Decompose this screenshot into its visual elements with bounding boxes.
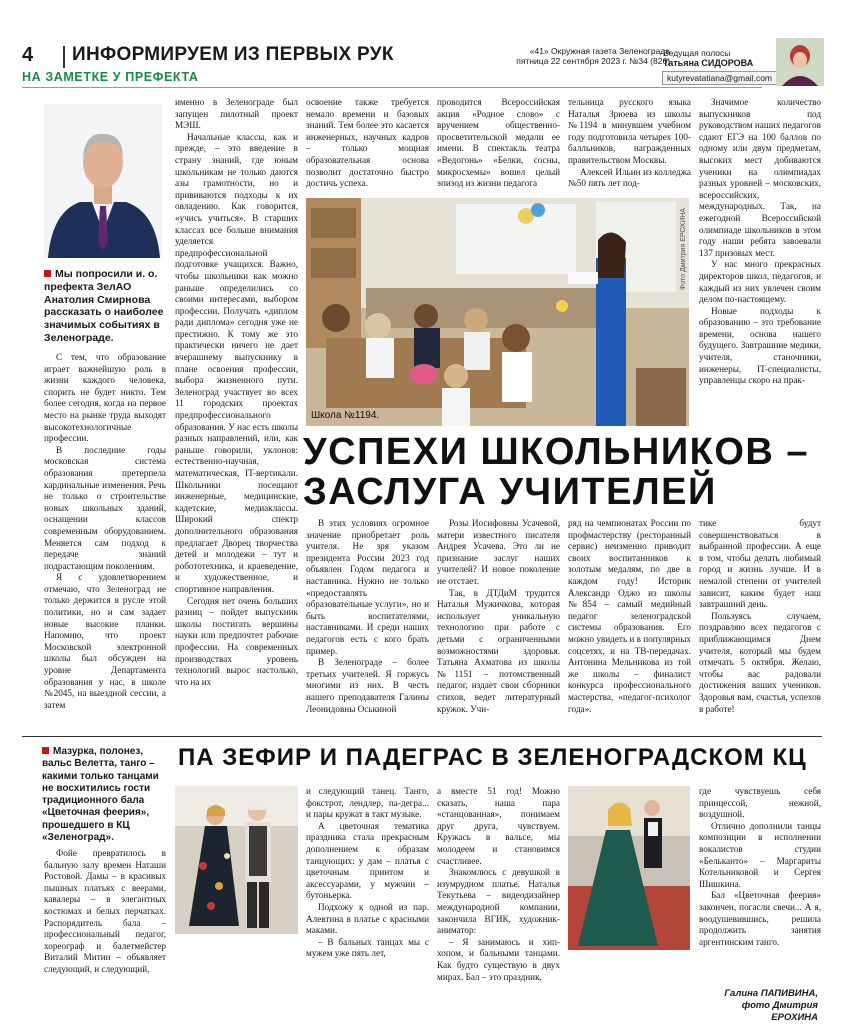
header-divider — [63, 46, 65, 68]
paragraph: – Я занимаюсь и хип-хопом, и бальными танцами. Как будто существую в двух мирах. Бал – это праздник, — [437, 936, 560, 982]
article2-column — [44, 848, 166, 1018]
paragraph: Начальные классы, как и прежде, – это введение в страну знаний, где юным школьникам не только даются азы грамотности, но и прививаются подходы к их овладению. Как говорится, «учись учиться». В старших классах все больше внимания уделяется предпрофессиональной подготовке учащихся. Важно, чтобы школьники как можно раньше определились со своими интересами, выбором профессии. Получать «диплом ради диплома» сегодня уже не престижно. К тому же это практически ничего не дает вчерашнему выпускнику в плане освоения профессии, выбора жизненного пути. Зеленоград участвует во всех 11 городских проектах предпрофессионального образования. У нас есть школы разных направлений, или, как раньше говорили, уклонов: естественно-научная, математическая, IT-вертикали. Школьники посещают инженерные, медицинские, кадетские, медиаклассы. Широкий спектр дополнительного образования предлагает Дворец творчества детей и молодежи – тут и робототехника, и краеведение, и художественное, и спортивное направления. — [175, 131, 298, 594]
paragraph: – В бальных танцах мы с мужем уже пять лет, — [306, 936, 429, 959]
article-lead: Мы попросили и. о. префекта ЗелАО Анатолия Смирнова рассказать о наиболее значимых событиях в Зеленограде. — [44, 268, 164, 344]
article-column — [175, 97, 298, 725]
paragraph: проводится Всероссийская акция «Родное слово» с вручением общественно-просветительской медали ее имени. В спектакль театра «Ведогонь» «Белки, сосны, микросхемы» вошел целый эпизод из жизни педагога — [437, 97, 560, 189]
paragraph: Знакомлюсь с девушкой в изумрудном платье. Наталья Текутьева – видеодизайнер международной компании, закончила ВГИК, художник-аниматор: — [437, 867, 560, 936]
article-column — [306, 518, 429, 726]
section-divider — [22, 736, 822, 737]
paragraph: Алексей Ильин из колледжа №50 пять лет под- — [568, 166, 691, 189]
paragraph: где чувствуешь себя принцессой, нежной, воздушной. — [699, 786, 821, 820]
article2-column — [699, 786, 821, 978]
byline-author: Галина ПАПИВИНА, — [724, 988, 818, 999]
header-rule — [22, 87, 762, 88]
paragraph: В Зеленограде – более третьих учителей. Я горжусь многими из них. В честь нашего преподавателя Галины Леонидовны Оськиной — [306, 657, 429, 714]
paragraph: тике будут совершенствоваться в выбранной профессии. А еще в том, чтобы делать любимый город и жизнь лучше. И в немалой степени от учителей зависит, каким будет наш завтрашний день. — [699, 518, 821, 610]
paper-info — [505, 46, 670, 66]
article2-headline: ПА ЗЕФИР И ПАДЕГРАС В ЗЕЛЕНОГРАДСКОМ КЦ — [178, 744, 807, 771]
paragraph: Новые подходы к образованию – это требование времени, основа нашего будущего. Завтрашние медики, учителя, станочники, инженеры, IT-специалисты, управленцы скоро на прак- — [699, 305, 821, 386]
editor-info — [663, 48, 753, 68]
article-column — [568, 97, 691, 197]
classroom-photo — [306, 198, 689, 426]
paragraph: А цветочная тематика праздника стала прекрасным дополнением к образам танцующих: у дам – платья с цветочным принтом и аксессуарами, у мужчин – бутоньерка. — [306, 820, 429, 901]
paragraph: Пользуясь случаем, поздравляю всех педагогов с приближающимся Днем учителя, который мы будем отмечать 5 октября. Желаю, чтобы вас радовали достижения ваших учеников. Здоровья вам, счастья, успехов в работе! — [699, 610, 821, 714]
article-column — [306, 97, 429, 197]
paragraph: Фойе превратилось в бальную залу времен Наташи Ростовой. Дамы – в красивых пышных платьях с веерами, кавалеры – в элегантных костюмах и белых перчатках. Распорядитель бала – профессиональный педагог, хореограф и балетмейстер Виталий Митин – объявляет следующий, и следующий, — [44, 848, 166, 974]
dance-photo-green-dress — [568, 786, 690, 950]
headline-line-1: УСПЕХИ ШКОЛЬНИКОВ – — [303, 431, 810, 473]
dance-photo-couple — [175, 786, 298, 934]
article-column — [437, 97, 560, 197]
article-column — [44, 352, 166, 722]
article2-lead: Мазурка, полонез, вальс Велетта, танго – какими только танцами не восхитились гости традиционного бала «Цветочная феерия», прошедшего в КЦ «Зеленоград». — [42, 746, 159, 844]
byline — [693, 988, 818, 1024]
subsection-title: НА ЗАМЕТКЕ У ПРЕФЕКТА — [22, 70, 199, 84]
article2-column — [306, 786, 429, 1016]
editor-name: Татьяна СИДОРОВА — [663, 58, 754, 68]
article-column — [437, 518, 560, 726]
paragraph: Бал «Цветочная феерия» закончен, погасли свечи... А я, воодушевившись, решила продолжить занятия аргентинским танго. — [699, 890, 821, 947]
paragraph: В последние годы московская система образования претерпела кардинальные изменения. Речь не только о строительстве новых школьных зданий, оснащении классов современным оборудованием. Меняется сам подход к передаче знаний подрастающим поколениям. — [44, 444, 166, 571]
paragraph: тельница русского языка Наталья Зрюева из школы №1194 в минувшем учебном году подготовила четырех 100-балльников, награжденных правительством Москвы. — [568, 97, 691, 165]
prefect-portrait — [44, 104, 162, 258]
article-column — [699, 97, 821, 433]
paragraph: С тем, что образование играет важнейшую роль в жизни каждого человека, спорить не будет никто. Тем более сегодня, когда на первое место на рынке труда выходят высокотехнологичные профессии. — [44, 352, 166, 444]
paragraph: У нас много прекрасных директоров школ, педагогов, и каждый из них увлечен своим делом по-настоящему. — [699, 259, 821, 305]
paragraph: Сегодня нет очень больших разниц – пойдет выпускник школы постигать вершины науки или предпочтет рабочие профессии. На современных производствах уровень технологий вырос настолько, что на их — [175, 595, 298, 687]
article-headline — [303, 432, 809, 512]
paragraph: Значимое количество выпускников под руководством наших педагогов сдают ЕГЭ на 100 баллов по одному или двум предметам, высоких мест добиваются ученики на олимпиадах разных уровней – московских, всероссийских, международных. Так, на ежегодной Всероссийской олимпиаде школьников в этом году наши ребята завоевали 137 призовых мест. — [699, 97, 821, 258]
paragraph: а вместе 51 год! Можно сказать, наша пара «станцованная», понимаем друг друга, чувствуем. Кружась в вальсе, мы молодеем и становимся счастливее. — [437, 786, 560, 866]
paragraph: освоение также требуется немало времени и базовых знаний. Тем более это касается инженерных, научных кадров – только мощная образовательная основа позволит достаточно быстро достичь успеха. — [306, 97, 429, 189]
paragraph: Подхожу к одной из пар. Алевтина в платье с красными маками. — [306, 901, 429, 936]
photo-credit: Фото Дмитрия ЕРОХИНА — [680, 208, 687, 290]
issue-date: пятница 22 сентября 2023 г. №34 (826) — [516, 56, 670, 66]
byline-photo: фото Дмитрия ЕРОХИНА — [741, 1000, 818, 1023]
page-number: 4 — [22, 44, 34, 66]
paragraph: и следующий танец. Танго, фокстрот, лендлер, па-дегра... и пары кружат в такт музыке. — [306, 786, 429, 820]
paragraph: именно в Зеленограде был запущен пилотный проект МЭШ. — [175, 97, 298, 131]
paragraph: ряд на чемпионатах России по профмастерству (ресторанный сервис) неизменно приводит своих воспитанников к золотым медалям, по две в каждом году! Историк Александр Оджо из школы №854 – самый медийный педагог зеленоградской системы образования. Его можно увидеть и в популярных соцсетях, и на ТВ-передачах. Антонина Мельникова из той же школы – финалист конкурса профессионального мастерства, «педагог-психолог года». — [568, 518, 691, 714]
paragraph: Я с удовлетворением отмечаю, что Зеленоград не только держится в русле этой политики, но и сам задает новые высокие планки. Напомню, что проект Московской электронной школы был обсужден на уровне Департамента образования у нас, в школе №2045, на выездной сессии, а затем — [44, 572, 166, 710]
paper-name: «41» Окружная газета Зеленограда — [529, 46, 670, 56]
editor-label: Ведущая полосы — [663, 48, 731, 58]
paragraph: Так, в ДТДиМ трудится Наталья Мужичкова, которая использует уникальную технологию при работе с детьми с ограниченными возможностями здоровья. Татьяна Ахматова из школы №1151 – потомственный педагог, издает свои сборники стихов, ведет литературный кружок. Учи- — [437, 587, 560, 714]
paragraph: Розы Иосифовны Усачевой, матери известного писателя Андрея Усачева. Это ли не признание заслуг наших учителей? И новое поколение не отстает. — [437, 518, 560, 586]
paragraph: В этих условиях огромное значение приобретает роль учителя. Не зря указом президента России 2023 год объявлен Годом педагога и наставника. Нужно не только «предоставлять образовательные услуги», но и быть воспитателями, наставниками. И среди наших педагогов есть с кого брать пример. — [306, 518, 429, 656]
article-column — [699, 518, 821, 726]
section-title: ИНФОРМИРУЕМ ИЗ ПЕРВЫХ РУК — [72, 44, 394, 65]
headline-line-2: ЗАСЛУГА УЧИТЕЛЕЙ — [303, 471, 717, 513]
editor-photo — [776, 38, 824, 86]
article-column — [568, 518, 691, 726]
editor-email[interactable]: kutyrevatatiana@gmail.com — [662, 71, 777, 85]
paragraph: Отлично дополнили танцы композиции в исполнении вокалистов студии «Бельканто» – Маргариты Котельниковой и Сергея Шишкина. — [699, 820, 821, 889]
photo-caption: Школа №1194. — [311, 410, 380, 421]
article2-column — [437, 786, 560, 1016]
